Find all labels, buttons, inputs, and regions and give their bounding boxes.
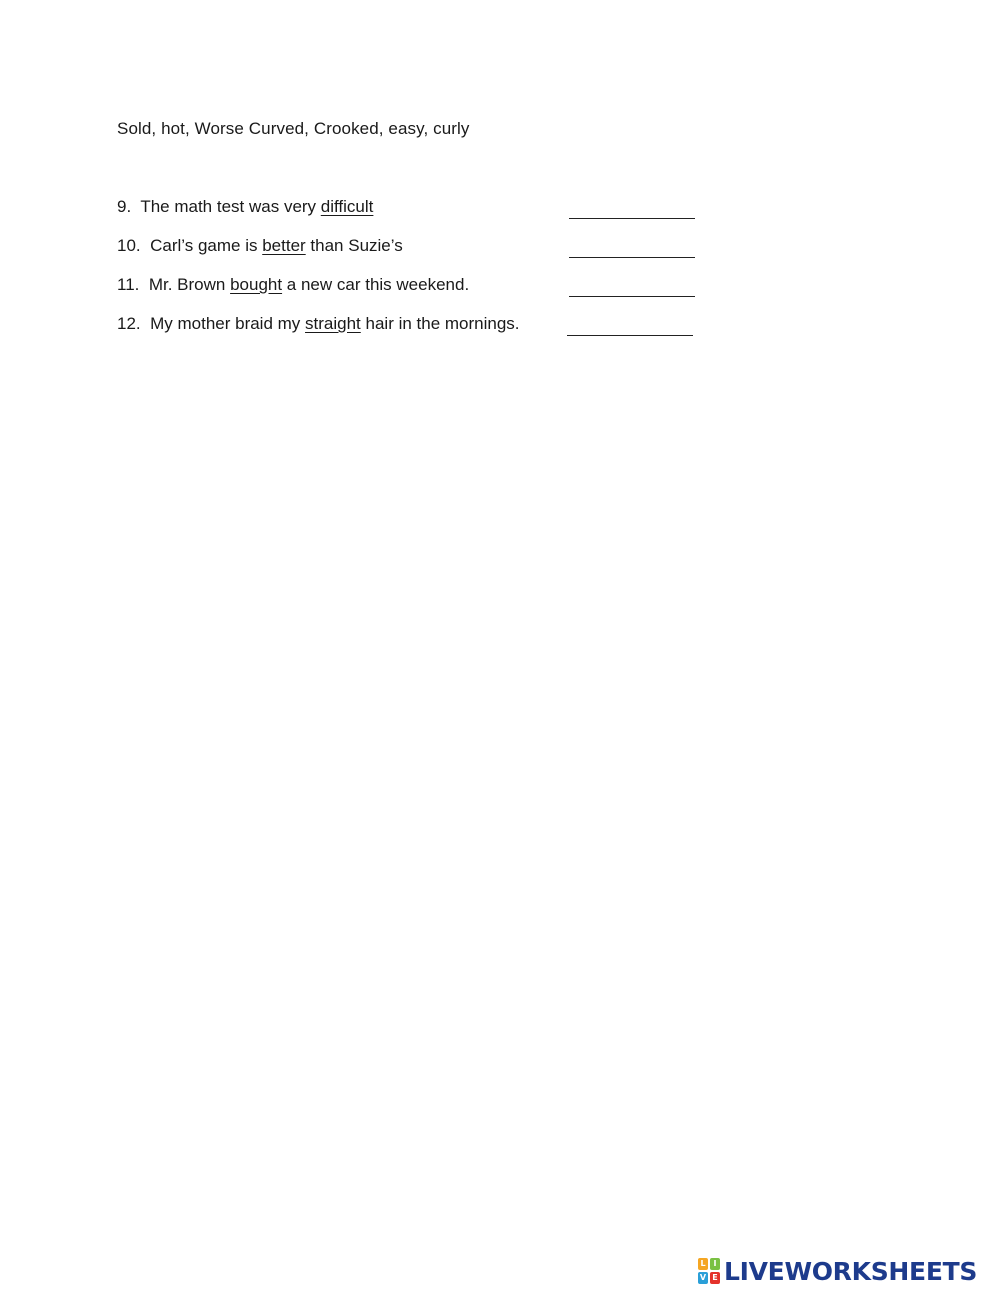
logo-mark-icon — [698, 1258, 720, 1284]
question-10 — [117, 235, 403, 257]
question-text-before: My mother braid my — [150, 314, 306, 333]
question-text-after: than Suzie’s — [305, 236, 403, 255]
underlined-word: bought — [230, 275, 283, 294]
question-number: 10. — [117, 236, 141, 255]
answer-input-12[interactable] — [567, 313, 693, 336]
logo-mark-letter: L — [698, 1258, 708, 1270]
word-bank: Sold, hot, Worse Curved, Crooked, easy, curly — [117, 119, 470, 138]
question-12 — [117, 313, 520, 335]
question-9 — [117, 196, 373, 218]
question-text-after: hair in the mornings. — [360, 314, 520, 333]
logo-mark-letter: V — [699, 1273, 707, 1282]
question-text-before: Mr. Brown — [148, 275, 231, 294]
question-11 — [117, 274, 469, 296]
answer-input-11[interactable] — [569, 274, 695, 297]
question-number: 12. — [117, 314, 141, 333]
question-text-after: a new car this weekend. — [282, 275, 470, 294]
underlined-word: better — [262, 236, 306, 255]
logo-text: LIVEWORKSHEETS — [724, 1256, 978, 1286]
question-text-before: The math test was very — [140, 197, 321, 216]
answer-input-9[interactable] — [569, 196, 695, 219]
question-number: 9. — [117, 197, 132, 216]
logo-mark-letter: I — [710, 1258, 720, 1270]
answer-input-10[interactable] — [569, 235, 695, 258]
liveworksheets-logo — [698, 1257, 977, 1285]
underlined-word: difficult — [320, 197, 374, 216]
logo-mark-letter: E — [710, 1272, 720, 1284]
question-number: 11. — [117, 275, 140, 294]
question-text-before: Carl’s game is — [150, 236, 263, 255]
underlined-word: straight — [305, 314, 361, 333]
